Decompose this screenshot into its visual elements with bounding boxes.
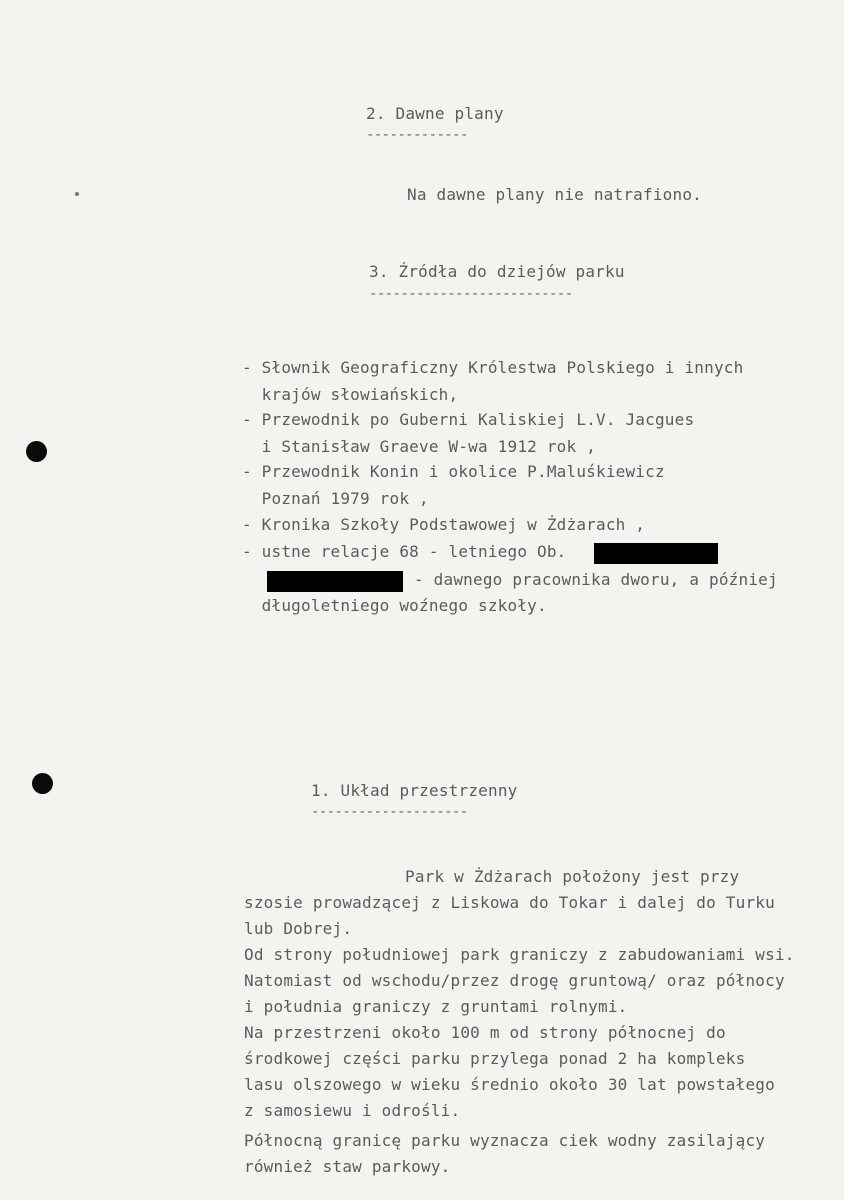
- punch-hole-top: [26, 441, 47, 462]
- source-item-3: - Przewodnik Konin i okolice P.Maluśkiewicz: [242, 462, 665, 481]
- section-3-underline: --------------------------: [369, 286, 573, 302]
- section-1-heading: 1. Układ przestrzenny: [311, 781, 518, 800]
- source-item-5: - ustne relacje 68 - letniego Ob.: [242, 542, 567, 561]
- punch-hole-bottom: [32, 773, 53, 794]
- paragraph-line-4: Od strony południowej park graniczy z zabudowaniami wsi.: [244, 945, 795, 964]
- paragraph-line-6: i południa graniczy z gruntami rolnymi.: [244, 997, 628, 1016]
- source-item-4: - Kronika Szkoły Podstawowej w Żdżarach ,: [242, 515, 646, 534]
- source-item-3-cont: Poznań 1979 rok ,: [242, 489, 429, 508]
- redaction-bar-2: [267, 571, 403, 592]
- paragraph-line-9: lasu olszowego w wieku średnio około 30 lat powstałego: [244, 1075, 775, 1094]
- paragraph-line-3: lub Dobrej.: [244, 919, 353, 938]
- paper-speck: [75, 192, 79, 196]
- paragraph-line-10: z samosiewu i odrośli.: [244, 1101, 461, 1120]
- section-2-heading: 2. Dawne plany: [366, 104, 504, 123]
- paragraph-line-11: Północną granicę parku wyznacza ciek wodny zasilający: [244, 1131, 766, 1150]
- paragraph-line-1: Park w Żdżarach położony jest przy: [405, 867, 740, 886]
- source-item-5-cont: - dawnego pracownika dworu, a później: [414, 570, 778, 589]
- source-item-1: - Słownik Geograficzny Królestwa Polskiego i innych: [242, 358, 744, 377]
- paragraph-line-7: Na przestrzeni około 100 m od strony północnej do: [244, 1023, 726, 1042]
- paragraph-line-5: Natomiast od wschodu/przez drogę gruntową/ oraz północy: [244, 971, 785, 990]
- paragraph-line-2: szosie prowadzącej z Liskowa do Tokar i dalej do Turku: [244, 893, 775, 912]
- source-item-2: - Przewodnik po Guberni Kaliskiej L.V. Jacgues: [242, 410, 695, 429]
- section-2-text: Na dawne plany nie natrafiono.: [407, 185, 702, 204]
- section-1-underline: --------------------: [311, 804, 468, 820]
- source-item-2-cont: i Stanisław Graeve W-wa 1912 rok ,: [242, 437, 596, 456]
- source-item-1-cont: krajów słowiańskich,: [242, 385, 459, 404]
- paragraph-line-8: środkowej części parku przylega ponad 2 ha kompleks: [244, 1049, 746, 1068]
- redaction-bar-1: [594, 543, 718, 564]
- source-item-5-cont-2: długoletniego woźnego szkoły.: [242, 596, 547, 615]
- paragraph-line-12: również staw parkowy.: [244, 1157, 451, 1176]
- section-3-heading: 3. Źródła do dziejów parku: [369, 262, 625, 281]
- section-2-underline: -------------: [366, 127, 468, 143]
